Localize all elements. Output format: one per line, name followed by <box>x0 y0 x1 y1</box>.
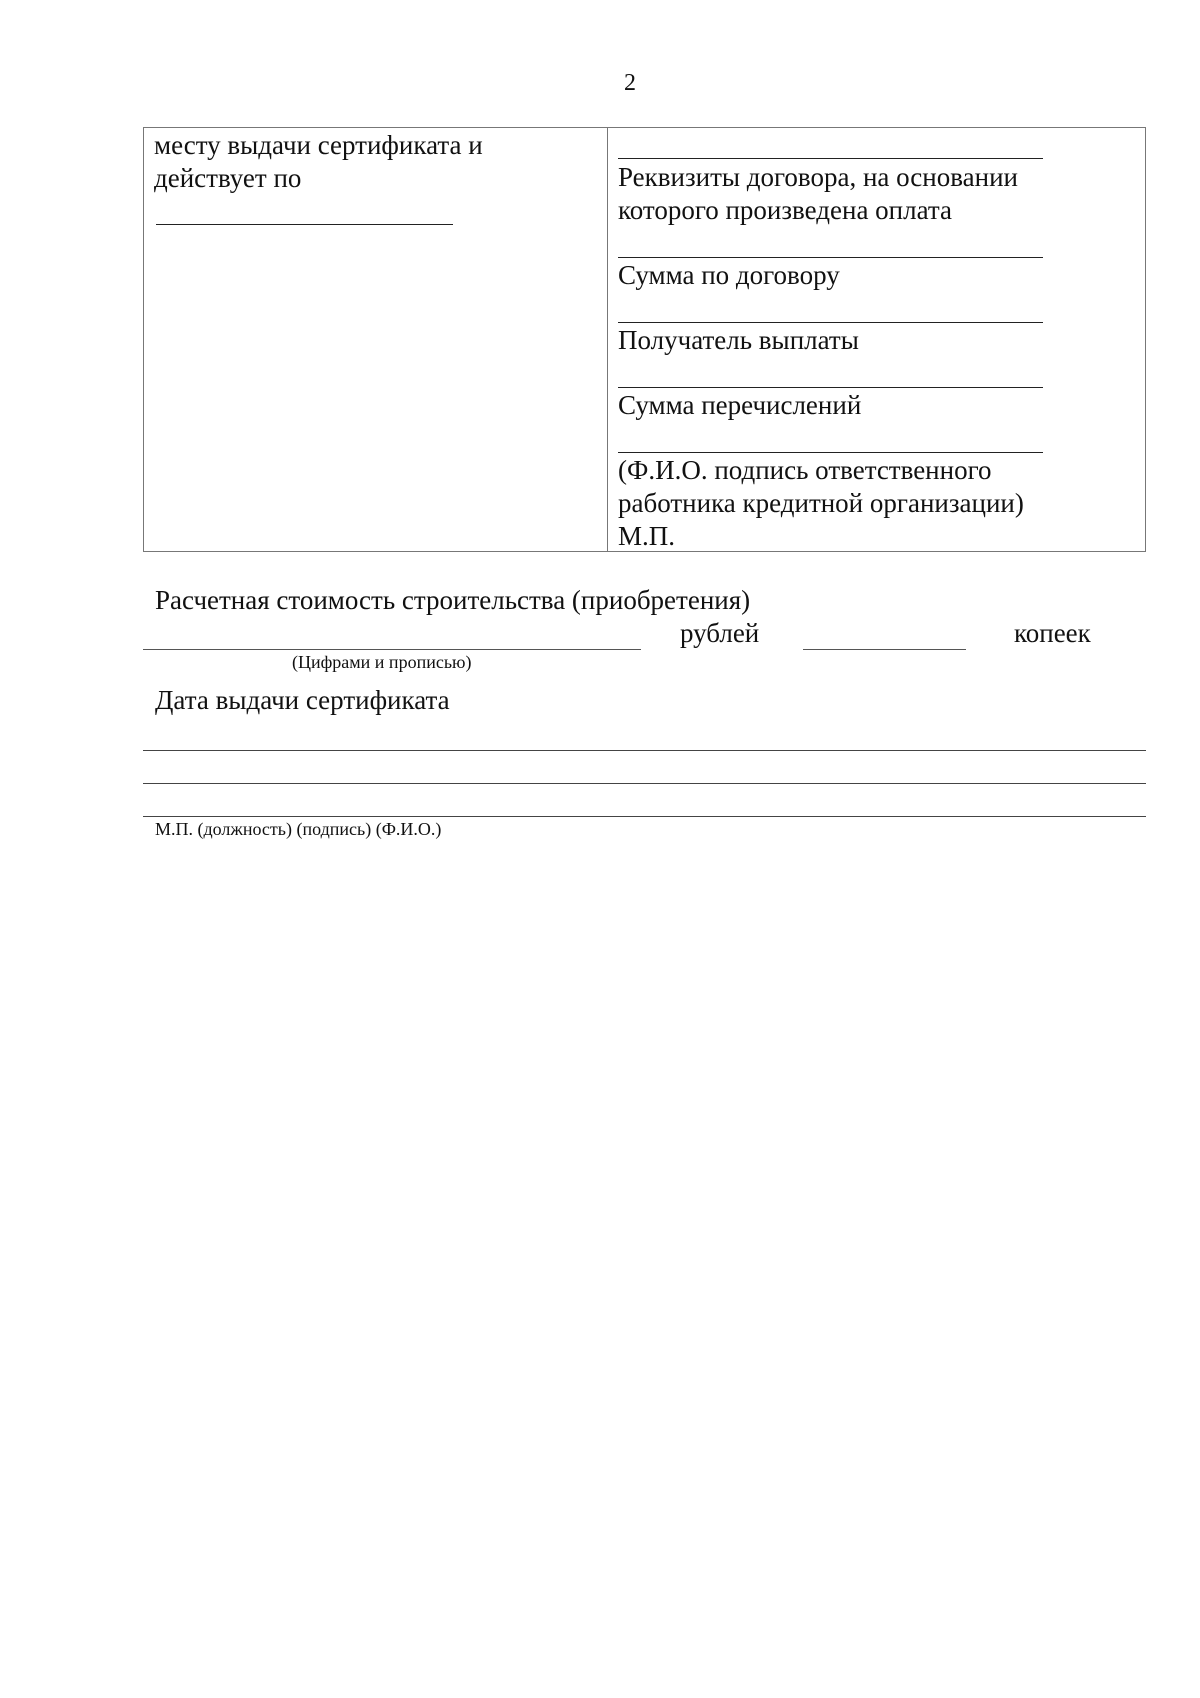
left-text-line-1: месту выдачи сертификата и <box>154 130 483 160</box>
estimated-cost-label: Расчетная стоимость строительства (приобретения) <box>155 585 751 615</box>
stamp-label: М.П. <box>618 521 676 551</box>
signature-label-line-2: работника кредитной организации) <box>618 488 1024 518</box>
contract-details-line-1: Реквизиты договора, на основании <box>618 162 1018 192</box>
transfer-sum-label: Сумма перечислений <box>618 390 862 420</box>
table-cell-right <box>608 128 1145 551</box>
payee-blank-line <box>618 387 1043 388</box>
signature-hint: М.П. (должность) (подпись) (Ф.И.О.) <box>155 819 442 839</box>
page-number: 2 <box>624 70 636 96</box>
blank-line-top <box>618 158 1043 159</box>
issue-date-label: Дата выдачи сертификата <box>155 685 450 715</box>
rubles-label: рублей <box>680 618 760 648</box>
certificate-table <box>143 127 1146 552</box>
contract-sum-label: Сумма по договору <box>618 260 840 290</box>
contract-sum-blank-line <box>618 322 1043 323</box>
cost-rubles-blank-line <box>143 649 641 650</box>
digits-and-words-hint: (Цифрами и прописью) <box>292 652 472 672</box>
transfer-sum-blank-line <box>618 452 1043 453</box>
cost-kopeks-blank-line <box>803 649 966 650</box>
valid-until-blank-line <box>156 224 453 225</box>
signature-label-line-1: (Ф.И.О. подпись ответственного <box>618 455 992 485</box>
issue-date-blank-line <box>143 750 1146 751</box>
payee-label: Получатель выплаты <box>618 325 859 355</box>
contract-details-line-2: которого произведена оплата <box>618 195 952 225</box>
table-cell-left <box>144 128 608 551</box>
contract-details-blank-line <box>618 257 1043 258</box>
signature-blank-line <box>143 816 1146 817</box>
kopeks-label: копеек <box>1014 618 1091 648</box>
left-text-line-2: действует по <box>154 163 302 193</box>
blank-line-middle <box>143 783 1146 784</box>
